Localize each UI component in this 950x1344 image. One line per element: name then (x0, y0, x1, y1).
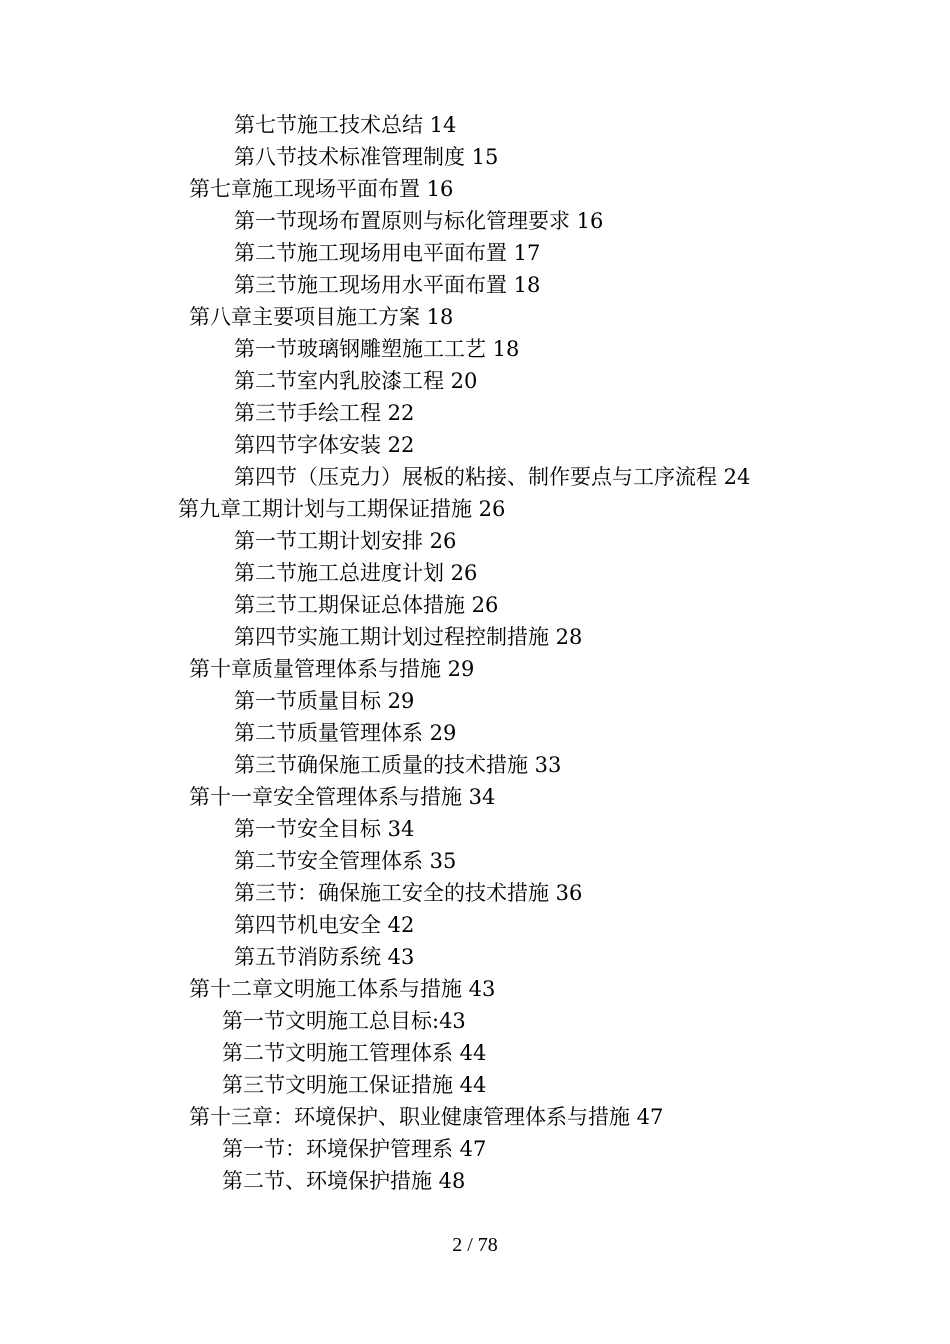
toc-chapter-entry: 第九章工期计划与工期保证措施 26 (178, 497, 506, 521)
toc-section-entry: 第二节室内乳胶漆工程 20 (234, 369, 478, 393)
toc-section-entry: 第四节机电安全 42 (234, 913, 415, 937)
toc-section-entry: 第四节实施工期计划过程控制措施 28 (234, 625, 583, 649)
toc-section-entry: 第一节现场布置原则与标化管理要求 16 (234, 209, 604, 233)
toc-section-entry: 第二节安全管理体系 35 (234, 849, 457, 873)
toc-section-entry: 第一节文明施工总目标:43 (222, 1009, 466, 1033)
toc-section-entry: 第一节：环境保护管理系 47 (222, 1137, 487, 1161)
toc-section-entry: 第二节、环境保护措施 48 (222, 1169, 466, 1193)
toc-section-entry: 第二节质量管理体系 29 (234, 721, 457, 745)
table-of-contents (0, 109, 950, 1197)
toc-chapter-entry: 第十二章文明施工体系与措施 43 (189, 977, 496, 1001)
toc-section-entry: 第七节施工技术总结 14 (234, 113, 457, 137)
toc-section-entry: 第四节字体安装 22 (234, 433, 415, 457)
toc-section-entry: 第一节安全目标 34 (234, 817, 415, 841)
toc-chapter-entry: 第十三章：环境保护、职业健康管理体系与措施 47 (189, 1105, 664, 1129)
toc-section-entry: 第二节施工总进度计划 26 (234, 561, 478, 585)
toc-section-entry: 第三节工期保证总体措施 26 (234, 593, 499, 617)
toc-section-entry: 第一节工期计划安排 26 (234, 529, 457, 553)
toc-section-entry: 第一节玻璃钢雕塑施工工艺 18 (234, 337, 520, 361)
toc-section-entry: 第三节确保施工质量的技术措施 33 (234, 753, 562, 777)
toc-section-entry: 第四节（压克力）展板的粘接、制作要点与工序流程 24 (234, 465, 751, 489)
toc-section-entry: 第三节：确保施工安全的技术措施 36 (234, 881, 583, 905)
toc-section-entry: 第二节施工现场用电平面布置 17 (234, 241, 541, 265)
toc-section-entry: 第三节文明施工保证措施 44 (222, 1073, 487, 1097)
toc-section-entry: 第二节文明施工管理体系 44 (222, 1041, 487, 1065)
toc-chapter-entry: 第七章施工现场平面布置 16 (189, 177, 454, 201)
toc-section-entry: 第八节技术标准管理制度 15 (234, 145, 499, 169)
page-number: 2 / 78 (452, 1234, 498, 1256)
toc-chapter-entry: 第八章主要项目施工方案 18 (189, 305, 454, 329)
toc-section-entry: 第一节质量目标 29 (234, 689, 415, 713)
toc-chapter-entry: 第十章质量管理体系与措施 29 (189, 657, 475, 681)
toc-section-entry: 第五节消防系统 43 (234, 945, 415, 969)
toc-section-entry: 第三节施工现场用水平面布置 18 (234, 273, 541, 297)
toc-section-entry: 第三节手绘工程 22 (234, 401, 415, 425)
toc-chapter-entry: 第十一章安全管理体系与措施 34 (189, 785, 496, 809)
